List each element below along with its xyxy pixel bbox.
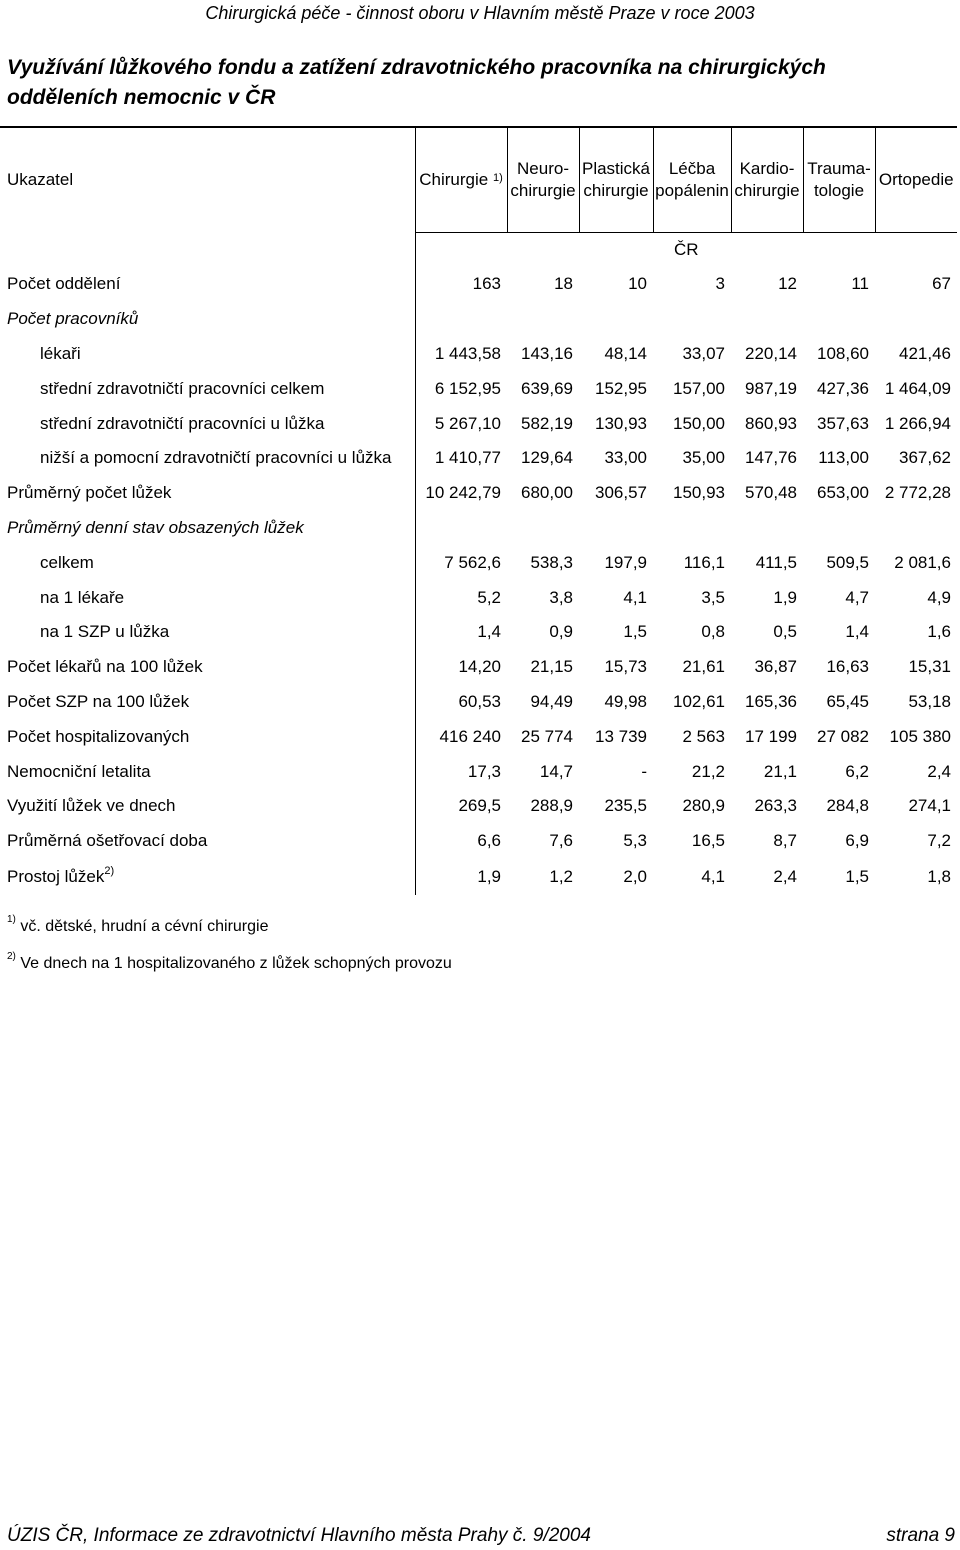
table-cell: 102,61 [673, 691, 725, 711]
column-header-5 [803, 127, 875, 233]
table-cell: 15,73 [604, 657, 647, 677]
table-row [0, 685, 957, 720]
region-label: ČR [415, 233, 957, 268]
table-cell: 4,1 [701, 866, 725, 886]
table-cell: 1,5 [845, 866, 869, 886]
table-row [0, 406, 957, 441]
table-cell: 129,64 [521, 448, 573, 468]
row-label-text: Počet pracovníků [7, 309, 139, 329]
table-row [0, 441, 957, 476]
table-cell: 284,8 [826, 796, 869, 816]
row-label-text: nižší a pomocní zdravotničtí pracovníci u lůžka [40, 448, 392, 468]
table-cell: 13 739 [595, 726, 647, 746]
table-cell: 1,9 [415, 859, 507, 895]
table-cell: 1 464,09 [884, 378, 951, 398]
row-label [0, 754, 415, 789]
row-label [0, 371, 415, 406]
table-cell [415, 302, 507, 337]
table-cell: 639,69 [521, 378, 573, 398]
table-cell [653, 511, 731, 546]
table-cell: 2,4 [927, 761, 951, 781]
table-cell [507, 511, 579, 546]
table-row [0, 789, 957, 824]
table-row [0, 267, 957, 302]
table-cell: 7 562,6 [415, 545, 507, 580]
table-cell: 1 443,58 [415, 337, 507, 372]
table-cell: 6 152,95 [415, 371, 507, 406]
table-row [0, 371, 957, 406]
row-label-text: Prostoj lůžek [7, 866, 105, 886]
table-cell: 7,6 [549, 831, 573, 851]
row-label-text: Využití lůžek ve dnech [7, 796, 176, 816]
table-cell: 94,49 [530, 691, 573, 711]
table-cell: 306,57 [595, 483, 647, 503]
table-cell: 421,46 [899, 343, 951, 363]
row-label [0, 580, 415, 615]
table-cell: 8,7 [773, 831, 797, 851]
table-cell: 3 [715, 274, 725, 294]
title-line-1: Využívání lůžkového fondu a zatížení zdravotnického pracovníka na chirurgických [7, 56, 826, 79]
table-row [0, 511, 957, 546]
table-row [0, 650, 957, 685]
table-cell: 116,1 [683, 552, 725, 572]
table-cell: 6,2 [845, 761, 869, 781]
row-label [0, 719, 415, 754]
table-row [0, 719, 957, 754]
table-cell: 16,5 [691, 831, 725, 851]
table-row [0, 615, 957, 650]
table-cell: 10 242,79 [415, 476, 507, 511]
table-cell: 17,3 [415, 754, 507, 789]
table-cell: 0,8 [701, 622, 725, 642]
table-cell: 16,63 [826, 657, 869, 677]
table-cell: 509,5 [826, 552, 869, 572]
table-cell: 4,1 [623, 587, 647, 607]
table-cell: 49,98 [604, 691, 647, 711]
table-cell: 3,8 [549, 587, 573, 607]
row-label [0, 406, 415, 441]
table-cell: 220,14 [745, 343, 797, 363]
table-cell: 1,2 [549, 866, 573, 886]
row-label [0, 302, 415, 337]
table-cell: 157,00 [673, 378, 725, 398]
table-cell: 4,7 [845, 587, 869, 607]
table-cell: 163 [415, 267, 507, 302]
table-row [0, 337, 957, 372]
table-cell: 235,5 [604, 796, 647, 816]
table-cell: 143,16 [521, 343, 573, 363]
table-cell: 0,9 [549, 622, 573, 642]
table-cell: 27 082 [817, 726, 869, 746]
row-label [0, 267, 415, 302]
footer-page-number: strana 9 [886, 1525, 955, 1546]
table-cell: 147,76 [745, 448, 797, 468]
table-cell: 1,4 [845, 622, 869, 642]
table-cell: 33,00 [604, 448, 647, 468]
row-label [0, 824, 415, 859]
table-cell: 65,45 [826, 691, 869, 711]
column-header-line1: Kardio- [739, 159, 795, 178]
row-label-text: Počet lékařů na 100 lůžek [7, 657, 203, 677]
footnote-2-mark: 2) [7, 951, 16, 962]
statistics-table [0, 126, 957, 895]
table-cell: 21,1 [763, 761, 797, 781]
table-cell: 197,9 [604, 552, 647, 572]
table-cell: 1 266,94 [884, 413, 951, 433]
column-header-line2: tologie [813, 181, 865, 200]
table-cell: 48,14 [604, 343, 647, 363]
row-label-text: na 1 lékaře [40, 587, 125, 607]
column-header-6 [875, 127, 957, 233]
table-cell: 113,00 [818, 448, 869, 468]
row-label-text: Průměrná ošetřovací doba [7, 831, 208, 851]
table-cell: 987,19 [745, 378, 797, 398]
column-header-line2: chirurgie [734, 181, 800, 200]
table-cell: 14,7 [539, 761, 573, 781]
table-row [0, 476, 957, 511]
table-cell: 2,4 [773, 866, 797, 886]
table-cell [507, 302, 579, 337]
table-cell: 10 [628, 274, 647, 294]
table-cell: 6,9 [845, 831, 869, 851]
table-cell: 0,5 [773, 622, 797, 642]
table-cell: 53,18 [908, 691, 951, 711]
table-cell: 1,8 [927, 866, 951, 886]
table-cell: 25 774 [521, 726, 573, 746]
row-label [0, 859, 415, 895]
table-cell: 1,5 [623, 622, 647, 642]
column-header-line1: Trauma- [807, 159, 871, 178]
table-cell: 5,3 [623, 831, 647, 851]
row-label-text: Počet oddělení [7, 274, 121, 294]
column-header-line1: Plastická [581, 159, 651, 178]
table-row [0, 302, 957, 337]
row-label [0, 789, 415, 824]
table-cell: 427,36 [817, 378, 869, 398]
row-label-footnote-mark: 2) [104, 864, 115, 877]
table-cell: 36,87 [754, 657, 797, 677]
row-label-text: střední zdravotničtí pracovníci celkem [40, 378, 325, 398]
table-cell: 582,19 [521, 413, 573, 433]
table-cell: 21,61 [682, 657, 725, 677]
table-cell: 5,2 [415, 580, 507, 615]
table-cell: 2 081,6 [894, 552, 951, 572]
title-line-2: odděleních nemocnic v ČR [7, 86, 276, 109]
row-label-text: Počet hospitalizovaných [7, 726, 190, 746]
column-header-3 [653, 127, 731, 233]
table-cell: 150,93 [673, 483, 725, 503]
table-cell: 4,9 [927, 587, 951, 607]
table-cell: 150,00 [673, 413, 725, 433]
footnote-2-text: Ve dnech na 1 hospitalizovaného z lůžek schopných provozu [20, 955, 452, 972]
row-label [0, 615, 415, 650]
table-cell [803, 302, 875, 337]
table-cell: 5 267,10 [415, 406, 507, 441]
region-header-row [0, 233, 957, 268]
table-cell: 105 380 [889, 726, 951, 746]
table-cell: 280,9 [682, 796, 725, 816]
table-cell [731, 511, 803, 546]
row-label [0, 650, 415, 685]
table-cell: 274,1 [908, 796, 951, 816]
column-header-row [0, 127, 957, 233]
table-cell: 1,6 [927, 622, 951, 642]
page-footer [7, 1523, 955, 1549]
column-header-line2: popálenin [655, 181, 729, 200]
table-cell: 2,0 [623, 866, 647, 886]
table-cell [875, 302, 957, 337]
table-cell: 1,9 [773, 587, 797, 607]
table-cell [415, 511, 507, 546]
table-cell: 12 [778, 274, 797, 294]
column-header-line1: Neuro- [517, 159, 569, 178]
column-header-line2: chirurgie [510, 181, 576, 200]
table-row [0, 580, 957, 615]
table-cell: 7,2 [927, 831, 951, 851]
row-label [0, 476, 415, 511]
row-label-text: Průměrný počet lůžek [7, 483, 172, 503]
table-cell: 1 410,77 [415, 441, 507, 476]
table-cell: 17 199 [745, 726, 797, 746]
table-cell: 67 [932, 274, 951, 294]
table-cell: 411,5 [755, 552, 797, 572]
table-cell: 860,93 [745, 413, 797, 433]
footer-source: ÚZIS ČR, Informace ze zdravotnictví Hlavního města Prahy č. 9/2004 [7, 1525, 591, 1546]
column-header-2 [579, 127, 653, 233]
table-cell: - [641, 761, 647, 781]
row-label-text: střední zdravotničtí pracovníci u lůžka [40, 413, 325, 433]
table-cell: 165,36 [745, 691, 797, 711]
column-header-line1: Chirurgie [419, 170, 489, 189]
table-cell: 152,95 [595, 378, 647, 398]
table-row [0, 859, 957, 895]
table-cell: 570,48 [745, 483, 797, 503]
table-cell: 263,3 [754, 796, 797, 816]
table-cell: 60,53 [415, 685, 507, 720]
column-header-line2: chirurgie [583, 181, 649, 200]
footnote-1-mark: 1) [7, 914, 16, 925]
column-header-line1: Léčba [668, 159, 716, 178]
table-cell: 14,20 [415, 650, 507, 685]
table-cell [731, 302, 803, 337]
table-cell: 1,4 [415, 615, 507, 650]
column-header-1 [507, 127, 579, 233]
table-cell [875, 511, 957, 546]
table-cell: 21,15 [530, 657, 573, 677]
row-label [0, 685, 415, 720]
row-label-text: na 1 SZP u lůžka [40, 622, 170, 642]
row-label [0, 511, 415, 546]
row-label [0, 545, 415, 580]
table-cell: 15,31 [908, 657, 951, 677]
table-cell: 357,63 [817, 413, 869, 433]
table-cell: 11 [851, 274, 869, 294]
row-label-text: Průměrný denní stav obsazených lůžek [7, 517, 304, 537]
table-cell [803, 511, 875, 546]
table-row [0, 754, 957, 789]
indicator-header: Ukazatel [0, 127, 415, 233]
table-cell: 653,00 [817, 483, 869, 503]
table-cell: 367,62 [899, 448, 951, 468]
table-cell: 2 563 [682, 726, 725, 746]
footnote-1 [7, 914, 269, 936]
table-cell: 130,93 [595, 413, 647, 433]
table-cell: 108,60 [817, 343, 869, 363]
table-cell: 6,6 [415, 824, 507, 859]
table-cell: 538,3 [530, 552, 573, 572]
row-label [0, 337, 415, 372]
row-label-text: celkem [40, 552, 94, 572]
column-header-footnote-mark: 1) [492, 172, 503, 184]
table-cell [579, 511, 653, 546]
row-label-text: Počet SZP na 100 lůžek [7, 691, 190, 711]
table-cell: 680,00 [521, 483, 573, 503]
table-row [0, 824, 957, 859]
table-cell: 2 772,28 [884, 483, 951, 503]
table-cell [579, 302, 653, 337]
column-header-0 [415, 127, 507, 233]
footnote-1-text: vč. dětské, hrudní a cévní chirurgie [20, 918, 269, 935]
table-cell [653, 302, 731, 337]
table-cell: 21,2 [691, 761, 725, 781]
row-label-text: lékaři [40, 343, 81, 363]
table-cell: 269,5 [415, 789, 507, 824]
page-title [7, 53, 947, 113]
footnote-2 [7, 951, 452, 973]
row-label-text: Nemocniční letalita [7, 761, 151, 781]
table-cell: 35,00 [682, 448, 725, 468]
table-cell: 3,5 [701, 587, 725, 607]
table-cell: 288,9 [530, 796, 573, 816]
running-header: Chirurgická péče - činnost oboru v Hlavním městě Praze v roce 2003 [205, 3, 755, 23]
column-header-line1: Ortopedie [878, 170, 954, 189]
table-cell: 33,07 [682, 343, 725, 363]
column-header-4 [731, 127, 803, 233]
table-cell: 18 [554, 274, 573, 294]
row-label [0, 441, 415, 476]
table-cell: 416 240 [415, 719, 507, 754]
table-row [0, 545, 957, 580]
region-header-spacer [0, 233, 415, 268]
